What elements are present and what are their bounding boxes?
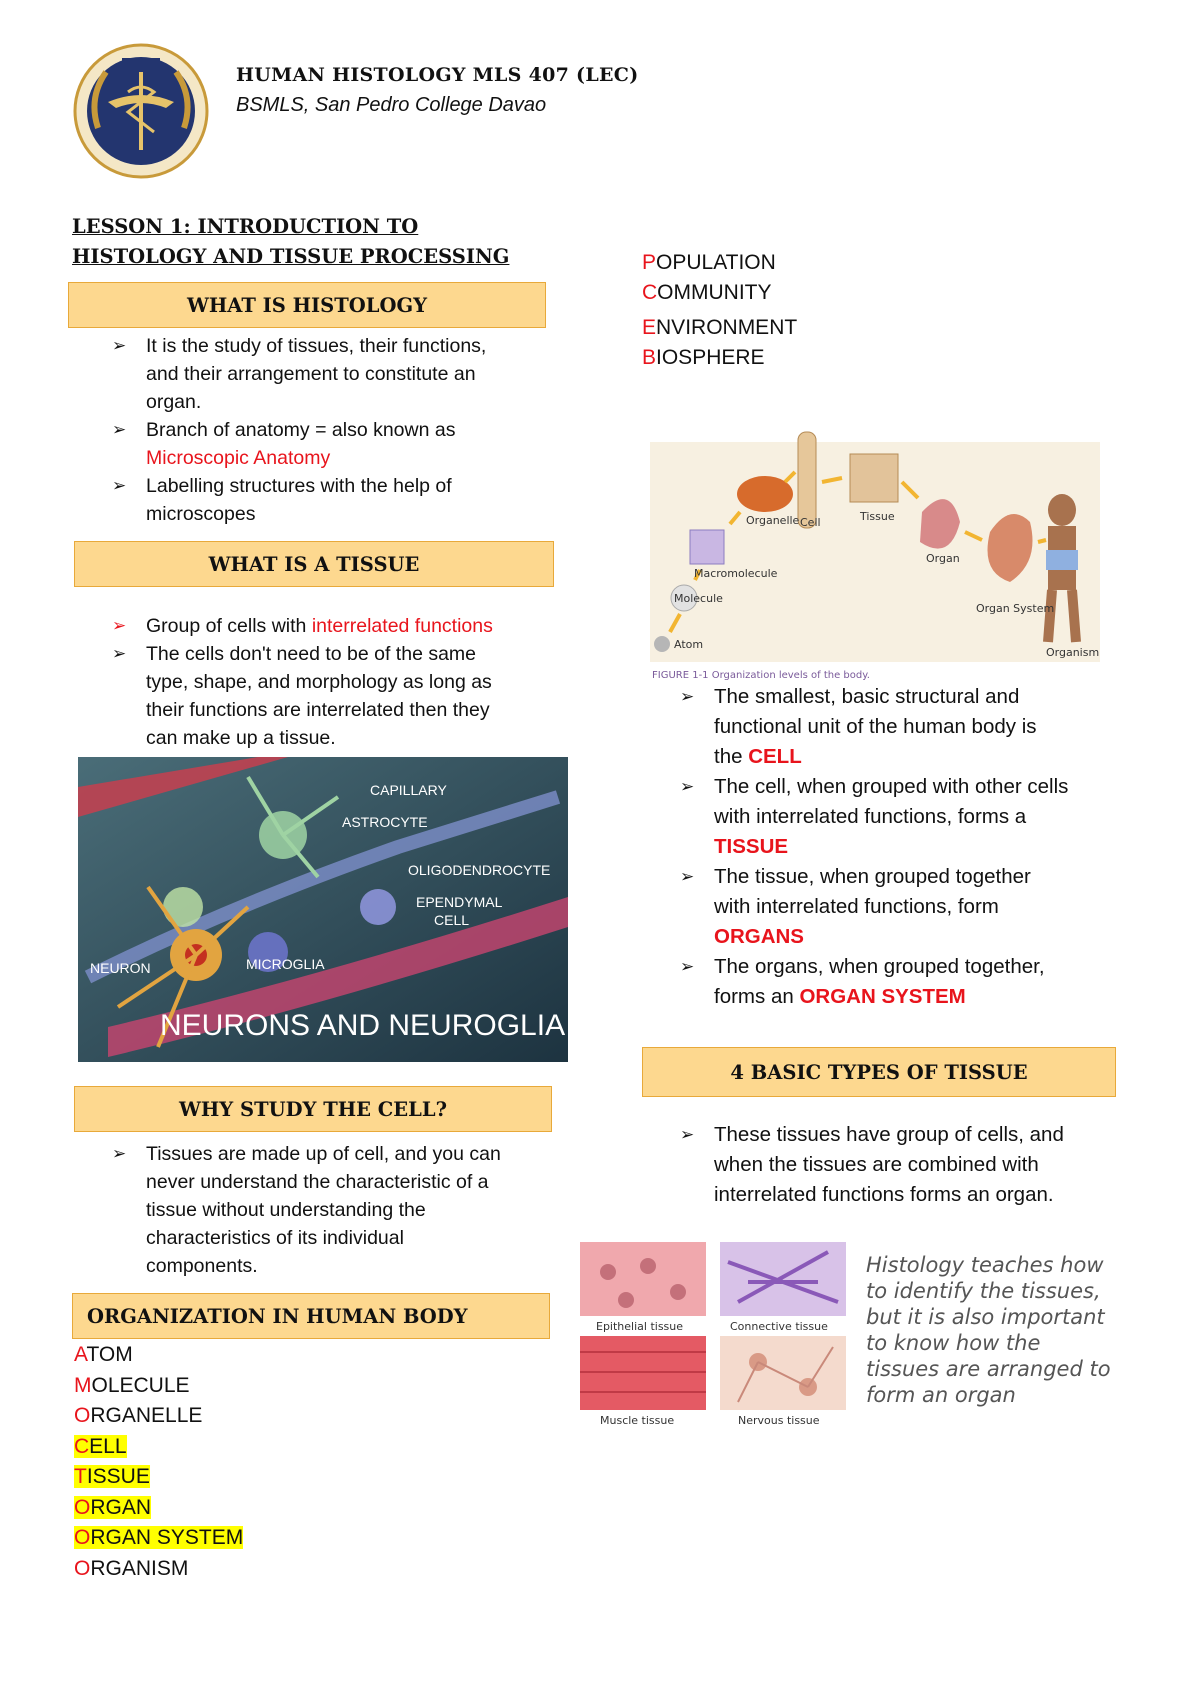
course-title: HUMAN HISTOLOGY MLS 407 (LEC) (236, 64, 639, 86)
tissue-bullets (72, 612, 592, 752)
level-organism: ORGANISM (74, 1556, 189, 1580)
neurons-neuroglia-image (78, 757, 568, 1062)
arrow-bullet-icon: ➢ (680, 867, 695, 886)
note-line: Histology teaches how (866, 1253, 1104, 1277)
arrow-bullet-icon: ➢ (112, 336, 127, 355)
note-line: but it is also important (866, 1305, 1105, 1329)
tissue-types-image (578, 1242, 850, 1432)
level-biosphere: BIOSPHERE (642, 346, 765, 369)
arrow-bullet-icon: ➢ (680, 687, 695, 706)
list-item: ➢ Tissues are made up of cell, and you can never understand the characteristic of a tissue without understanding the characteristics of its individual components. (72, 1140, 592, 1280)
label-molecule: Molecule (674, 592, 723, 605)
lesson-title (72, 212, 509, 272)
organization-levels-list-2 (642, 248, 797, 373)
list-item: ➢ The tissue, when grouped together with interrelated functions, form ORGANS (640, 862, 1200, 952)
label-macromolecule: Macromolecule (694, 567, 778, 580)
histology-bullets (72, 332, 572, 528)
note-line: to know how the (866, 1331, 1041, 1355)
label-organism: Organism (1046, 646, 1100, 659)
figure-title: NEURONS AND NEUROGLIA (160, 1009, 566, 1042)
arrow-bullet-icon: ➢ (112, 476, 127, 495)
list-item: ➢ It is the study of tissues, their functions, and their arrangement to constitute an organ. (72, 332, 572, 416)
basic-types-bullets (640, 1120, 1200, 1210)
list-item: ➢ The cell, when grouped with other cells with interrelated functions, forms a TISSUE (640, 772, 1200, 862)
arrow-bullet-icon: ➢ (112, 616, 127, 635)
arrow-bullet-icon: ➢ (680, 957, 695, 976)
organization-levels-image (650, 412, 1100, 687)
arrow-bullet-icon: ➢ (680, 777, 695, 796)
section-heading-basic-types: 4 BASIC TYPES OF TISSUE (642, 1047, 1116, 1097)
arrow-bullet-icon: ➢ (112, 420, 127, 439)
list-item: ➢ These tissues have group of cells, and when the tissues are combined with interrelated functions forms an organ. (640, 1120, 1200, 1210)
section-heading-histology: WHAT IS HISTOLOGY (68, 282, 546, 328)
label-connective-tissue: Connective tissue (730, 1320, 828, 1333)
label-capillary: CAPILLARY (370, 782, 447, 798)
label-organ: Organ (926, 552, 960, 565)
level-organ: ORGAN (74, 1495, 152, 1519)
label-microglia: MICROGLIA (246, 956, 325, 972)
list-item: ➢ The cells don't need to be of the same type, shape, and morphology as long as their functions are interrelated then they can make up a tissue. (72, 640, 592, 752)
label-atom: Atom (674, 638, 704, 651)
list-item: ➢ The smallest, basic structural and functional unit of the human body is the CELL (640, 682, 1200, 772)
label-neuron: NEURON (90, 960, 151, 976)
level-organ-system: ORGAN SYSTEM (74, 1526, 244, 1549)
label-ependymal-cell: CELL (434, 912, 470, 928)
label-organelle: Organelle (746, 514, 800, 527)
note-line: tissues are arranged to (866, 1357, 1111, 1381)
arrow-bullet-icon: ➢ (112, 644, 127, 663)
arrow-bullet-icon: ➢ (680, 1125, 695, 1144)
section-heading-why-cell: WHY STUDY THE CELL? (74, 1086, 552, 1132)
label-astrocyte: ASTROCYTE (342, 814, 428, 830)
level-community: COMMUNITY (642, 281, 772, 304)
course-subtitle: BSMLS, San Pedro College Davao (236, 94, 547, 116)
label-oligodendrocyte: OLIGODENDROCYTE (408, 862, 551, 878)
label-organ-system: Organ System (976, 602, 1055, 615)
level-environment: ENVIRONMENT (642, 316, 798, 339)
arrow-bullet-icon: ➢ (112, 1144, 127, 1163)
section-heading-tissue: WHAT IS A TISSUE (74, 541, 554, 587)
label-muscle-tissue: Muscle tissue (600, 1414, 675, 1427)
lesson-title-line1: LESSON 1: INTRODUCTION TO (72, 215, 419, 238)
list-item: ➢ The organs, when grouped together, forms an ORGAN SYSTEM (640, 952, 1200, 1012)
level-atom: ATOM (74, 1343, 133, 1366)
note-line: form an organ (866, 1383, 1016, 1407)
section-heading-organization: ORGANIZATION IN HUMAN BODY (72, 1293, 550, 1339)
organization-levels-list (74, 1340, 243, 1584)
label-epithelial-tissue: Epithelial tissue (596, 1320, 684, 1333)
list-item: ➢ Labelling structures with the help of microscopes (72, 472, 572, 528)
level-tissue: TISSUE (74, 1465, 150, 1488)
why-cell-bullets (72, 1140, 592, 1280)
level-population: POPULATION (642, 251, 776, 274)
histology-note (866, 1252, 1111, 1408)
college-logo (68, 38, 214, 184)
level-cell: CELL (74, 1434, 127, 1458)
lesson-title-line2: HISTOLOGY AND TISSUE PROCESSING (72, 245, 510, 268)
level-molecule: MOLECULE (74, 1373, 190, 1397)
note-line: to identify the tissues, (866, 1279, 1101, 1303)
list-item: ➢ Branch of anatomy = also known as Microscopic Anatomy (72, 416, 572, 472)
list-item: ➢ Group of cells with interrelated functions (72, 612, 592, 640)
figure-caption: FIGURE 1-1 Organization levels of the body. (652, 670, 870, 681)
cell-hierarchy-bullets (640, 682, 1200, 1012)
label-nervous-tissue: Nervous tissue (738, 1414, 820, 1427)
label-cell: Cell (800, 516, 821, 529)
label-ependymal: EPENDYMAL (416, 894, 503, 910)
label-tissue: Tissue (860, 510, 895, 523)
level-organelle: ORGANELLE (74, 1404, 203, 1427)
